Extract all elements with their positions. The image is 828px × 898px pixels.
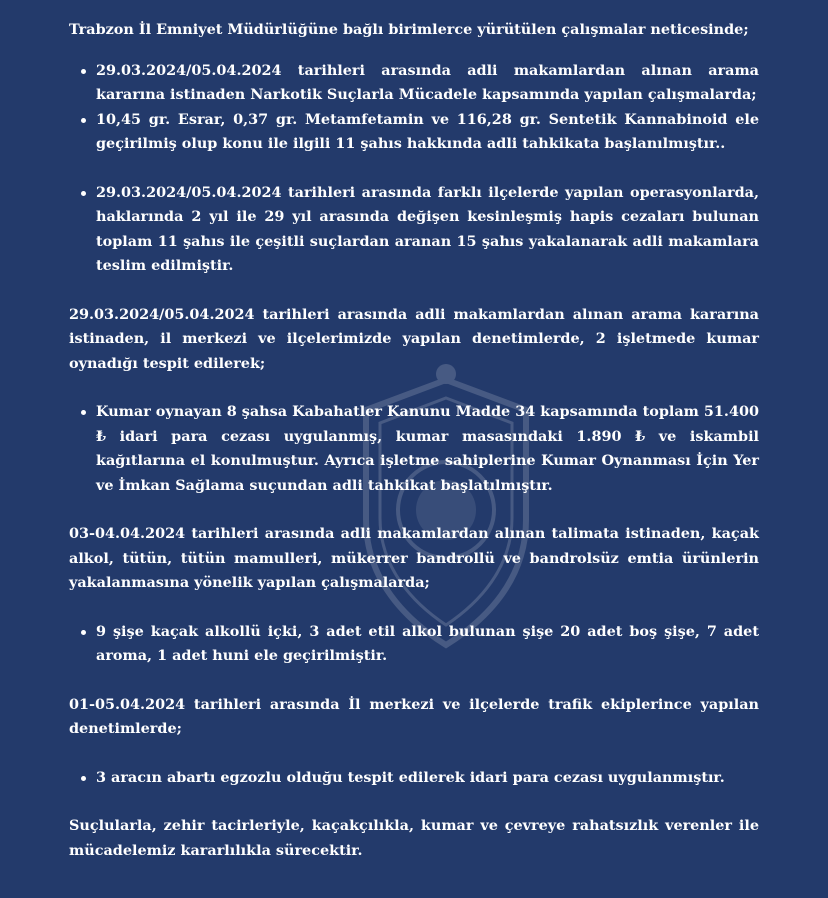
traffic-list <box>69 766 759 791</box>
smuggling-paragraph: 03-04.04.2024 tarihleri arasında adli makamlardan alınan talimata istinaden, kaçak alkol, tütün, tütün mamulleri, mükerrer bandrollü ve bandrolsüz emtia ürünlerin yakalanmasına yönelik yapılan çalışmalarda; <box>69 525 759 591</box>
operations-list <box>69 181 759 279</box>
smuggling-list <box>69 620 759 669</box>
list-item: Kumar oynayan 8 şahsa Kabahatler Kanunu Madde 34 kapsamında toplam 51.400 ₺ idari para cezası uygulanmış, kumar masasındaki 1.890 ₺ ve iskambil kağıtlarına el konulmuştur. Ayrıca işletme sahiplerine Kumar Oynanması İçin Yer ve İmkan Sağlama suçundan adli tahkikat başlatılmıştır. <box>96 400 759 498</box>
list-item: 10,45 gr. Esrar, 0,37 gr. Metamfetamin ve 116,28 gr. Sentetik Kannabinoid ele geçirilmiş olup konu ile ilgili 11 şahıs hakkında adli tahkikata başlanılmıştır.. <box>96 108 759 157</box>
list-item: 3 aracın abartı egzozlu olduğu tespit edilerek idari para cezası uygulanmıştır. <box>96 766 759 791</box>
list-item: 29.03.2024/05.04.2024 tarihleri arasında farklı ilçelerde yapılan operasyonlarda, haklarında 2 yıl ile 29 yıl arasında değişen kesinleşmiş hapis cezaları bulunan toplam 11 şahıs ile çeşitli suçlardan aranan 15 şahıs yakalanarak adli makamlara teslim edilmiştir. <box>96 181 759 279</box>
intro-paragraph: Trabzon İl Emniyet Müdürlüğüne bağlı birimlerce yürütülen çalışmalar neticesinde; <box>69 21 749 38</box>
closing-paragraph: Suçlularla, zehir tacirleriyle, kaçakçılıkla, kumar ve çevreye rahatsızlık verenler ile mücadelemiz kararlılıkla sürecektir. <box>69 817 759 859</box>
narcotics-list <box>69 59 759 157</box>
gambling-paragraph: 29.03.2024/05.04.2024 tarihleri arasında adli makamlardan alınan arama kararına istinaden, il merkezi ve ilçelerimizde yapılan denetimlerde, 2 işletmede kumar oynadığı tespit edilerek; <box>69 305 759 372</box>
list-item: 9 şişe kaçak alkollü içki, 3 adet etil alkol bulunan şişe 20 adet boş şişe, 7 adet aroma, 1 adet huni ele geçirilmiştir. <box>96 620 759 669</box>
list-item: 29.03.2024/05.04.2024 tarihleri arasında adli makamlardan alınan arama kararına istinaden Narkotik Suçlarla Mücadele kapsamında yapılan çalışmalarda; <box>96 59 759 108</box>
traffic-paragraph: 01-05.04.2024 tarihleri arasında İl merkezi ve ilçelerde trafik ekiplerince yapılan denetimlerde; <box>69 695 759 737</box>
gambling-list <box>69 400 759 498</box>
